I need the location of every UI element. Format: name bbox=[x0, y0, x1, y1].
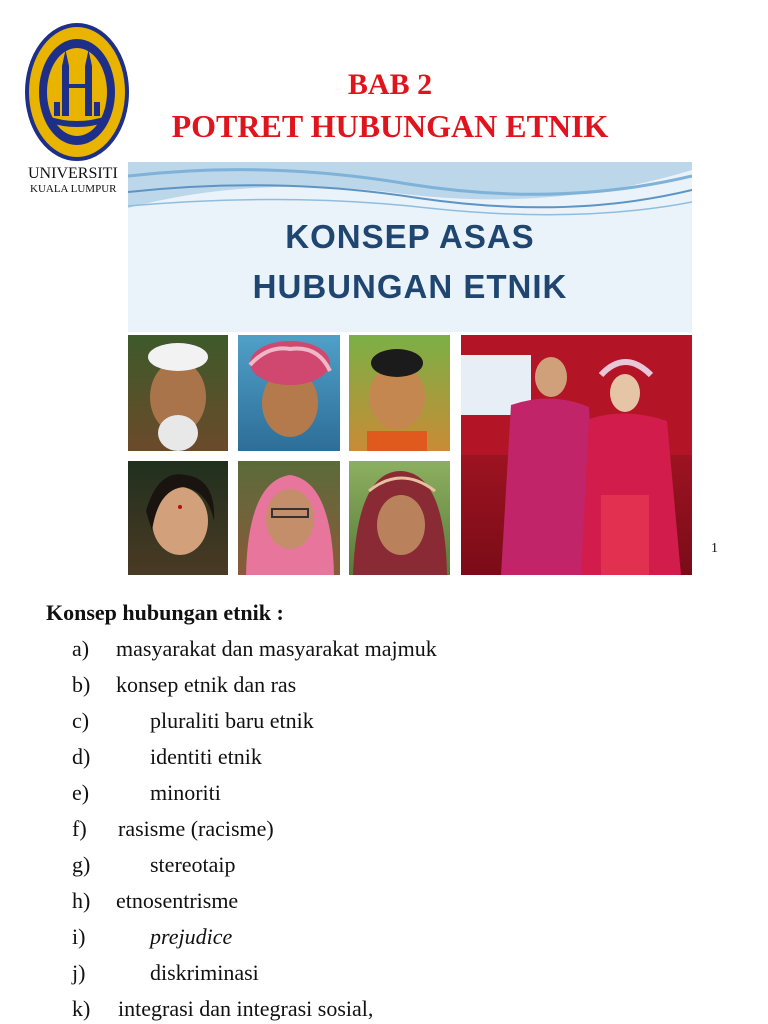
list-item-letter: d) bbox=[72, 744, 91, 769]
logo-emblem-icon bbox=[24, 22, 130, 162]
banner-wave-graphic bbox=[128, 162, 692, 222]
list-item-letter: b) bbox=[72, 672, 91, 697]
portrait-indian-girl-icon bbox=[128, 461, 228, 575]
list-item-text: stereotaip bbox=[150, 852, 236, 877]
list-item-letter: e) bbox=[72, 780, 90, 805]
list-item-text: masyarakat dan masyarakat majmuk bbox=[116, 636, 437, 661]
chapter-title: POTRET HUBUNGAN ETNIK bbox=[171, 108, 609, 144]
list-item-letter: c) bbox=[72, 708, 90, 733]
portrait-elderly-woman-image bbox=[349, 461, 450, 575]
list-item-text: diskriminasi bbox=[150, 960, 259, 985]
list-item-letter: k) bbox=[72, 996, 91, 1021]
list-item-letter: a) bbox=[72, 636, 90, 661]
list-item-letter: f) bbox=[72, 816, 87, 841]
list-item-letter: g) bbox=[72, 852, 91, 877]
list-item-text: minoriti bbox=[150, 780, 221, 805]
list-item-letter: j) bbox=[72, 960, 86, 985]
university-logo bbox=[24, 22, 130, 162]
portrait-elderly-woman-icon bbox=[349, 461, 450, 575]
portrait-boy-image bbox=[349, 335, 450, 451]
list-item-text: etnosentrisme bbox=[116, 888, 239, 913]
portrait-indian-girl-image bbox=[128, 461, 228, 575]
list-item-text: prejudice bbox=[150, 924, 233, 949]
list-item-text: pluraliti baru etnik bbox=[150, 708, 314, 733]
portrait-elderly-man-image bbox=[128, 335, 228, 451]
portrait-turban-man-image bbox=[238, 335, 340, 451]
banner bbox=[128, 162, 692, 332]
list-item-text: identiti etnik bbox=[150, 744, 262, 769]
banner-title-line2: HUBUNGAN ETNIK bbox=[252, 268, 568, 305]
couple-traditional-costume-icon bbox=[461, 335, 692, 575]
couple-traditional-costume-image bbox=[461, 335, 692, 575]
list-item-letter: h) bbox=[72, 888, 91, 913]
portrait-turban-man-icon bbox=[238, 335, 340, 451]
photo-collage bbox=[128, 335, 692, 575]
portrait-woman-hijab-image bbox=[238, 461, 340, 575]
list-heading: Konsep hubungan etnik : bbox=[46, 600, 284, 625]
chapter-label: BAB 2 bbox=[347, 68, 433, 101]
list-item-letter: i) bbox=[72, 924, 86, 949]
portrait-elderly-man-icon bbox=[128, 335, 228, 451]
banner-title-line1: KONSEP ASAS bbox=[285, 218, 535, 255]
portrait-boy-icon bbox=[349, 335, 450, 451]
slide-number: 1 bbox=[711, 541, 718, 556]
university-name: UNIVERSITI bbox=[28, 165, 118, 182]
portrait-woman-hijab-icon bbox=[238, 461, 340, 575]
university-city: KUALA LUMPUR bbox=[30, 183, 117, 195]
list-item-text: rasisme (racisme) bbox=[118, 816, 274, 841]
list-item-text: konsep etnik dan ras bbox=[116, 672, 297, 697]
list-item-text: integrasi dan integrasi sosial, bbox=[118, 996, 374, 1021]
